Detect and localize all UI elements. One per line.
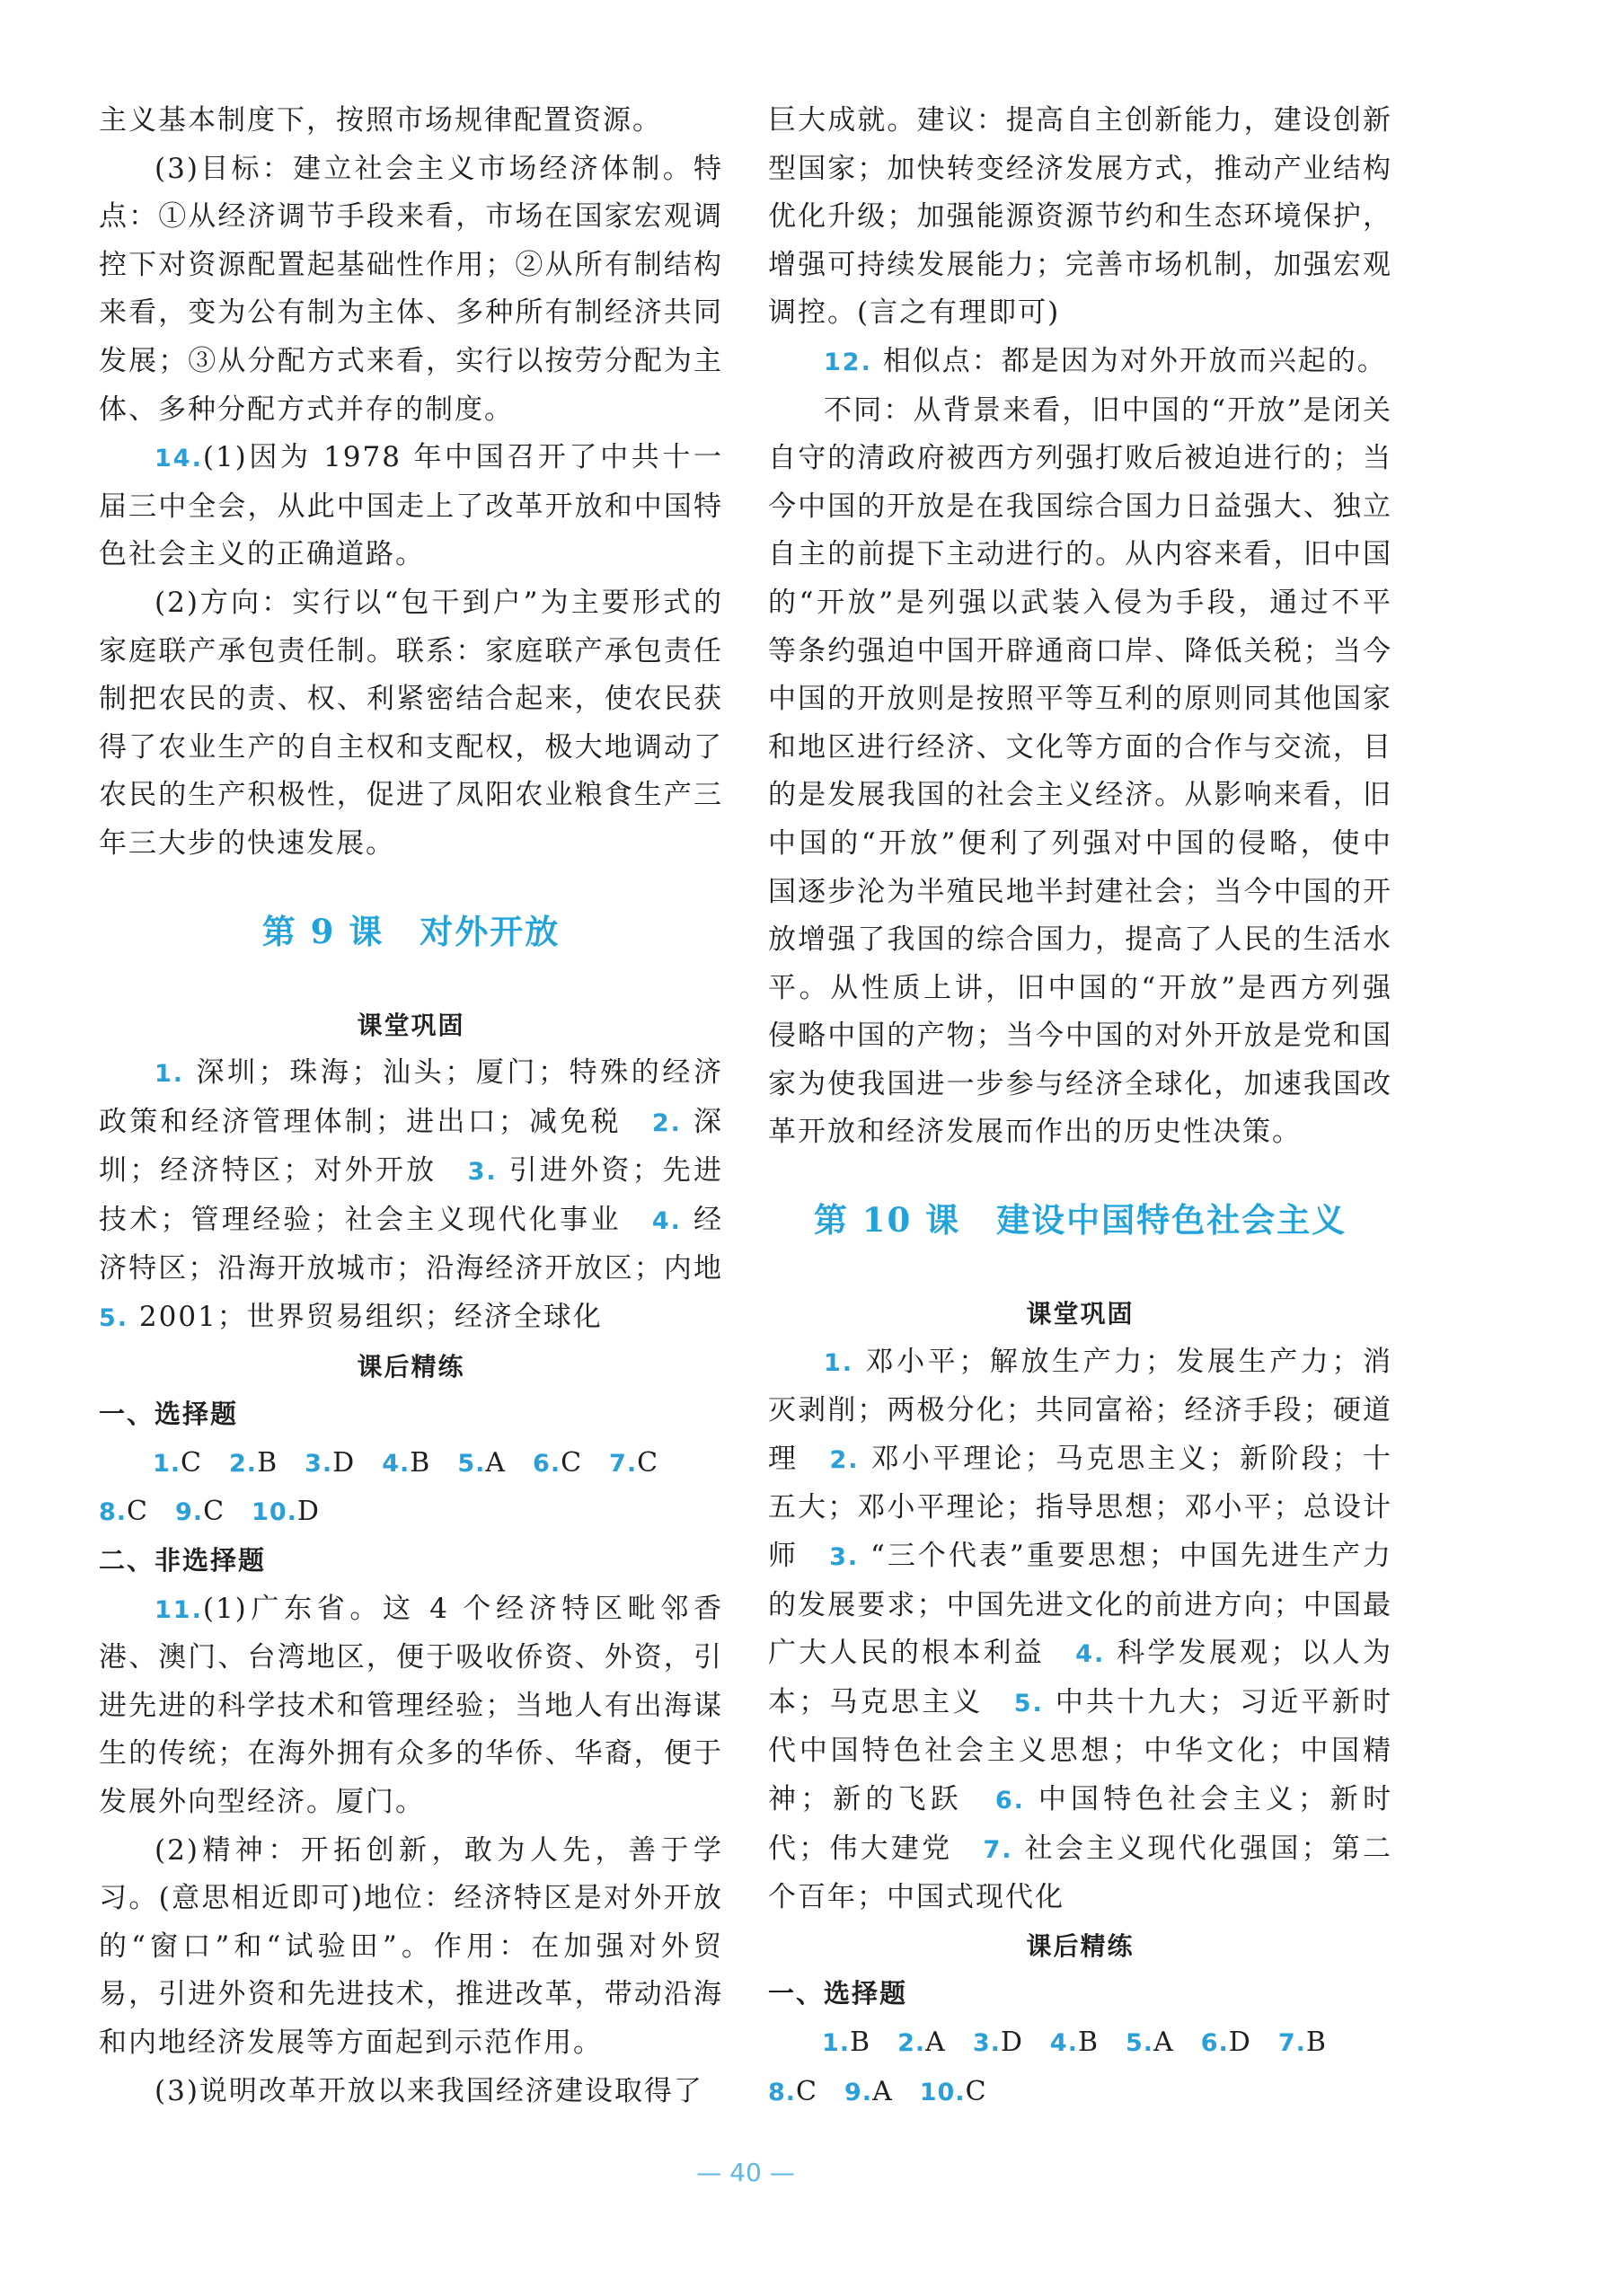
item-text: 邓小平；解放生产力；发展生产力；消灭剥削；两极分化；共同富裕；经济手段；硬道理	[768, 1345, 1392, 1475]
choice-answer: 8.C	[99, 1496, 149, 1528]
item-number: 2.	[829, 1445, 860, 1474]
item-number: 1.	[824, 1348, 854, 1377]
question-number: 11.	[155, 1595, 203, 1624]
item-text: 引进外资；先进技术；管理经验；社会主义现代化事业	[99, 1154, 724, 1236]
answer-text: 相似点：都是因为对外开放而兴起的。	[882, 344, 1387, 377]
section-title-kehou: 课后精练	[1026, 1930, 1135, 1961]
item-text: 深圳；珠海；汕头；厦门；特殊的经济政策和经济管理体制；进出口；减免税	[99, 1056, 723, 1138]
right-column	[768, 97, 1392, 2116]
choice-answer: 8.C	[768, 2075, 818, 2107]
choice-answer: 6.C	[533, 1446, 583, 1479]
item-number: 2.	[651, 1108, 682, 1137]
item-text: 社会主义现代化强国；第二个百年；中国式现代化	[768, 1832, 1393, 1914]
section-title-ketang: 课堂巩固	[357, 1010, 465, 1040]
item-number: 4.	[651, 1206, 682, 1235]
item-text: 2001；世界贸易组织；经济全球化	[138, 1301, 603, 1334]
choice-answer: 4.B	[382, 1446, 431, 1479]
lesson-number: 第 9 课	[261, 911, 384, 951]
item-number: 3.	[467, 1158, 498, 1187]
choice-answer: 2.B	[229, 1446, 278, 1479]
item-number: 3.	[829, 1543, 860, 1572]
item-number: 1.	[155, 1060, 185, 1089]
item-number: 6.	[994, 1787, 1025, 1815]
lesson-title: 建设中国特色社会主义	[996, 1200, 1347, 1241]
choice-answer: 7.C	[609, 1446, 659, 1479]
question-number: 12.	[824, 348, 872, 376]
section-title-ketang: 课堂巩固	[1026, 1299, 1135, 1329]
lesson-title: 对外开放	[420, 911, 561, 951]
choice-answer: 5.A	[1126, 2026, 1174, 2058]
item-number: 5.	[1013, 1689, 1044, 1718]
item-text: 经济特区；沿海开放城市；沿海经济开放区；内地	[99, 1203, 724, 1285]
left-column	[99, 97, 723, 2115]
choice-answer: 9.C	[175, 1496, 225, 1528]
choice-answer: 1.C	[153, 1446, 203, 1479]
choice-answer: 3.D	[305, 1446, 356, 1479]
section-heading-choice: 一、选择题	[768, 1978, 908, 2009]
paragraph: (2)精神：开拓创新，敢为人先，善于学习。(意思相近即可)地位：经济特区是对外开放的“窗口”和“试验田”。作用：在加强对外贸易，引进外资和先进技术，推进改革，带动沿海和内地经济发展等方面起到示范作用。	[99, 1833, 723, 2059]
item-number: 7.	[983, 1835, 1013, 1864]
choice-answer: 4.B	[1049, 2026, 1100, 2058]
question-number: 14.	[155, 445, 203, 473]
item-text: 深圳；经济特区；对外开放	[99, 1105, 724, 1188]
lesson-9-heading	[99, 905, 723, 958]
choice-answer: 10.D	[252, 1496, 320, 1528]
ketang-answers	[768, 1338, 1392, 1922]
page-number: — 40 —	[696, 2158, 795, 2187]
choice-answer: 3.D	[972, 2026, 1023, 2058]
paragraph: 不同：从背景来看，旧中国的“开放”是闭关自守的清政府被西方列强打败后被迫进行的；当今中国的开放是在我国综合国力日益强大、独立自主的前提下主动进行的。从内容来看，旧中国的“开放”是列强以武装入侵为手段，通过不平等条约强迫中国开辟通商口岸、降低关税；当今中国的开放则是按照平等互利的原则同其他国家和地区进行经济、文化等方面的合作与交流，目的是发展我国的社会主义经济。从影响来看，旧中国的“开放”便利了列强对中国的侵略，使中国逐步沦为半殖民地半封建社会；当今中国的开放增强了我国的综合国力，提高了人民的生活水平。从性质上讲，旧中国的“开放”是西方列强侵略中国的产物；当今中国的对外开放是党和国家为使我国进一步参与经济全球化，加速我国改革开放和经济发展而作出的历史性决策。	[768, 393, 1392, 1149]
choice-answer: 6.D	[1200, 2026, 1251, 2058]
question-14	[99, 434, 723, 579]
section-heading-nonchoice: 二、非选择题	[99, 1545, 267, 1576]
answer-text: (1)广东省。这 4 个经济特区毗邻香港、澳门、台湾地区，便于吸收侨资、外资，引进先进的科学技术和管理经验；当地人有出海谋生的传统；在海外拥有众多的华侨、华裔，便于发展外向型经济。厦门。	[99, 1592, 723, 1818]
lesson-10-heading	[768, 1193, 1392, 1247]
item-number: 5.	[99, 1304, 129, 1333]
section-title-kehou: 课后精练	[357, 1351, 465, 1382]
item-text: 科学发展观；以人为本；马克思主义	[768, 1637, 1393, 1718]
section-heading-choice: 一、选择题	[99, 1399, 239, 1430]
choice-answers-row	[99, 1439, 723, 1488]
question-12	[768, 338, 1392, 387]
choice-answer: 7.B	[1277, 2026, 1327, 2058]
item-text: 邓小平理论；马克思主义；新阶段；十五大；邓小平理论；指导思想；邓小平；总设计师	[768, 1442, 1393, 1573]
lesson-number: 第 10 课	[813, 1200, 961, 1241]
choice-answer: 9.A	[844, 2075, 893, 2107]
paragraph: 巨大成就。建议：提高自主创新能力，建设创新型国家；加快转变经济发展方式，推动产业结构优化升级；加强能源资源节约和生态环境保护，增强可持续发展能力；完善市场机制，加强宏观调控。(言之有理即可)	[768, 104, 1392, 330]
item-number: 4.	[1075, 1640, 1106, 1669]
choice-answers-row	[768, 2068, 1392, 2117]
choice-answer: 5.A	[457, 1446, 507, 1479]
item-text: 中共十九大；习近平新时代中国特色社会主义思想；中华文化；中国精神；新的飞跃	[768, 1685, 1393, 1815]
paragraph: (3)说明改革开放以来我国经济建设取得了	[155, 2074, 703, 2107]
answer-text: (1)因为 1978 年中国召开了中共十一届三中全会，从此中国走上了改革开放和中国特色社会主义的正确道路。	[99, 441, 723, 571]
ketang-answers	[99, 1049, 723, 1343]
paragraph: (2)方向：实行以“包干到户”为主要形式的家庭联产承包责任制。联系：家庭联产承包责任制把农民的责、权、利紧密结合起来，使农民获得了农业生产的自主权和支配权，极大地调动了农民的生产积极性，促进了凤阳农业粮食生产三年三大步的快速发展。	[99, 586, 723, 860]
question-11	[99, 1585, 723, 1827]
item-text: “三个代表”重要思想；中国先进生产力的发展要求；中国先进文化的前进方向；中国最广大人民的根本利益	[768, 1540, 1393, 1670]
choice-answer: 2.A	[897, 2026, 946, 2058]
choice-answer: 10.C	[919, 2075, 987, 2107]
choice-answer: 1.B	[822, 2026, 871, 2058]
choice-answers-row	[99, 1488, 723, 1537]
paragraph: 主义基本制度下，按照市场规律配置资源。	[99, 104, 662, 137]
choice-answers-row	[768, 2018, 1392, 2068]
paragraph: (3)目标：建立社会主义市场经济体制。特点：①从经济调节手段来看，市场在国家宏观调控下对资源配置起基础性作用；②从所有制结构来看，变为公有制为主体、多种所有制经济共同发展；③从分配方式来看，实行以按劳分配为主体、多种分配方式并存的制度。	[99, 152, 723, 426]
item-text: 中国特色社会主义；新时代；伟大建党	[768, 1783, 1393, 1865]
